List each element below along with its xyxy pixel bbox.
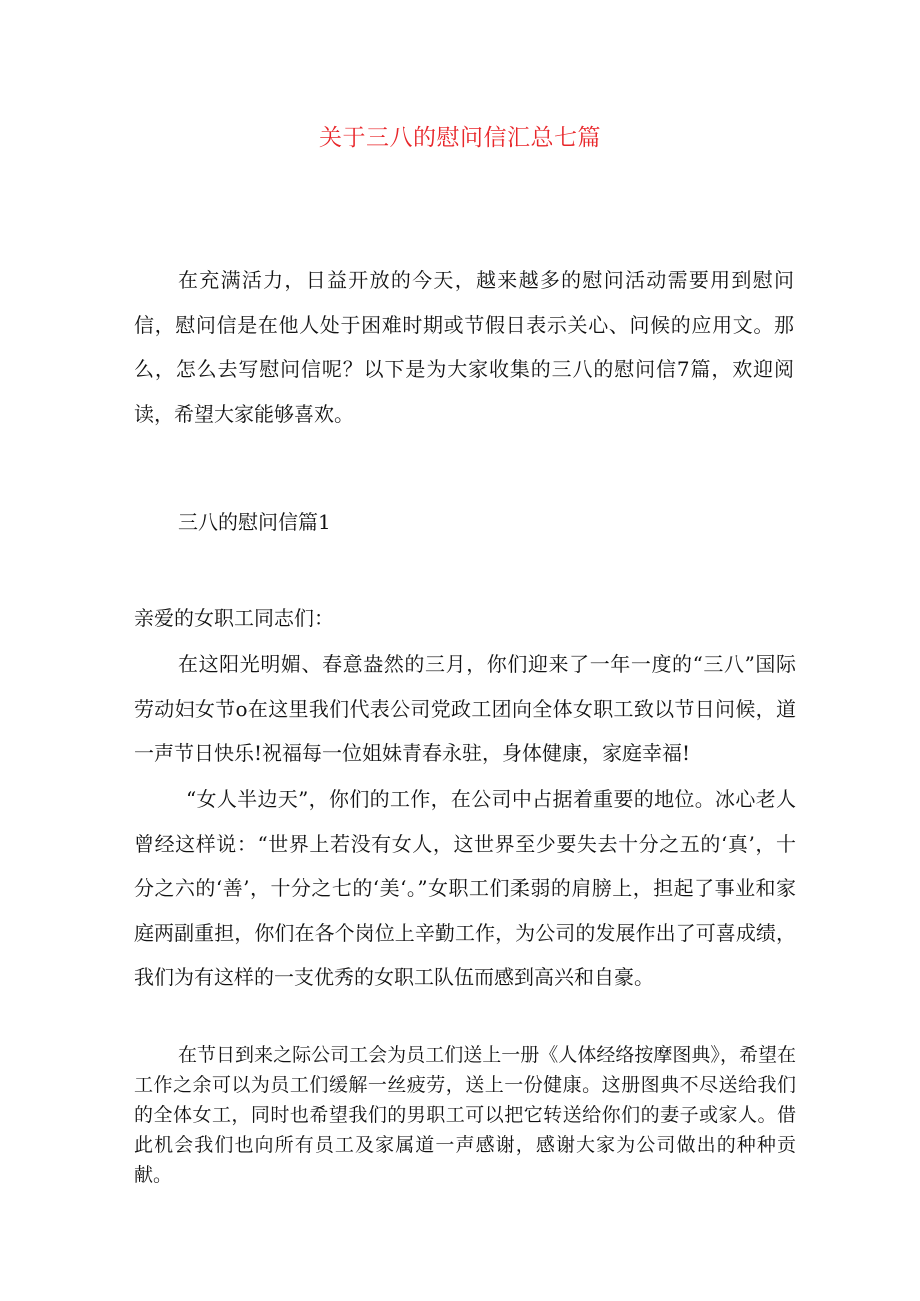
letter-salutation: 亲爱的女职工同志们： — [134, 606, 334, 630]
document-title: 关于三八的慰问信汇总七篇 — [319, 125, 601, 151]
intro-paragraph: 在充满活力，日益开放的今天，越来越多的慰问活动需要用到慰问信，慰问信是在他人处于困难时期或节假日表示关心、问候的应用文。那么，怎么去写慰问信呢？以下是为大家收集的三八的慰问信7篇，欢迎阅读，希望大家能够喜欢。 — [134, 268, 794, 426]
section-heading: 三八的慰问信篇1 — [178, 510, 331, 534]
letter-paragraph: 在这阳光明媚、春意盎然的三月，你们迎来了一年一度的“三八”国际劳动妇女节o在这里我们代表公司党政工团向全体女职工致以节日问候，道一声节日快乐!祝福每一位姐妹青春永驻，身体健康，家庭幸福! — [134, 652, 796, 765]
letter-paragraph: 在节日到来之际公司工会为员工们送上一册《人体经络按摩图典》，希望在工作之余可以为员工们缓解一丝疲劳，送上一份健康。这册图典不尽送给我们的全体女工，同时也希望我们的男职工可以把它转送给你们的妻子或家人。借此机会我们也向所有员工及家属道一声感谢，感谢大家为公司做出的种种贡献。 — [134, 1044, 796, 1186]
letter-paragraph: “女人半边天”，你们的工作，在公司中占据着重要的地位。冰心老人曾经这样说：“世界上若没有女人，这世界至少要失去十分之五的‘真’，十分之六的‘善’，十分之七的‘美‘。”女职工们柔弱的肩膀上，担起了事业和家庭两副重担，你们在各个岗位上辛勤工作，为公司的发展作出了可喜成绩，我们为有这样的一支优秀的女职工队伍而感到高兴和自豪。 — [134, 787, 796, 989]
